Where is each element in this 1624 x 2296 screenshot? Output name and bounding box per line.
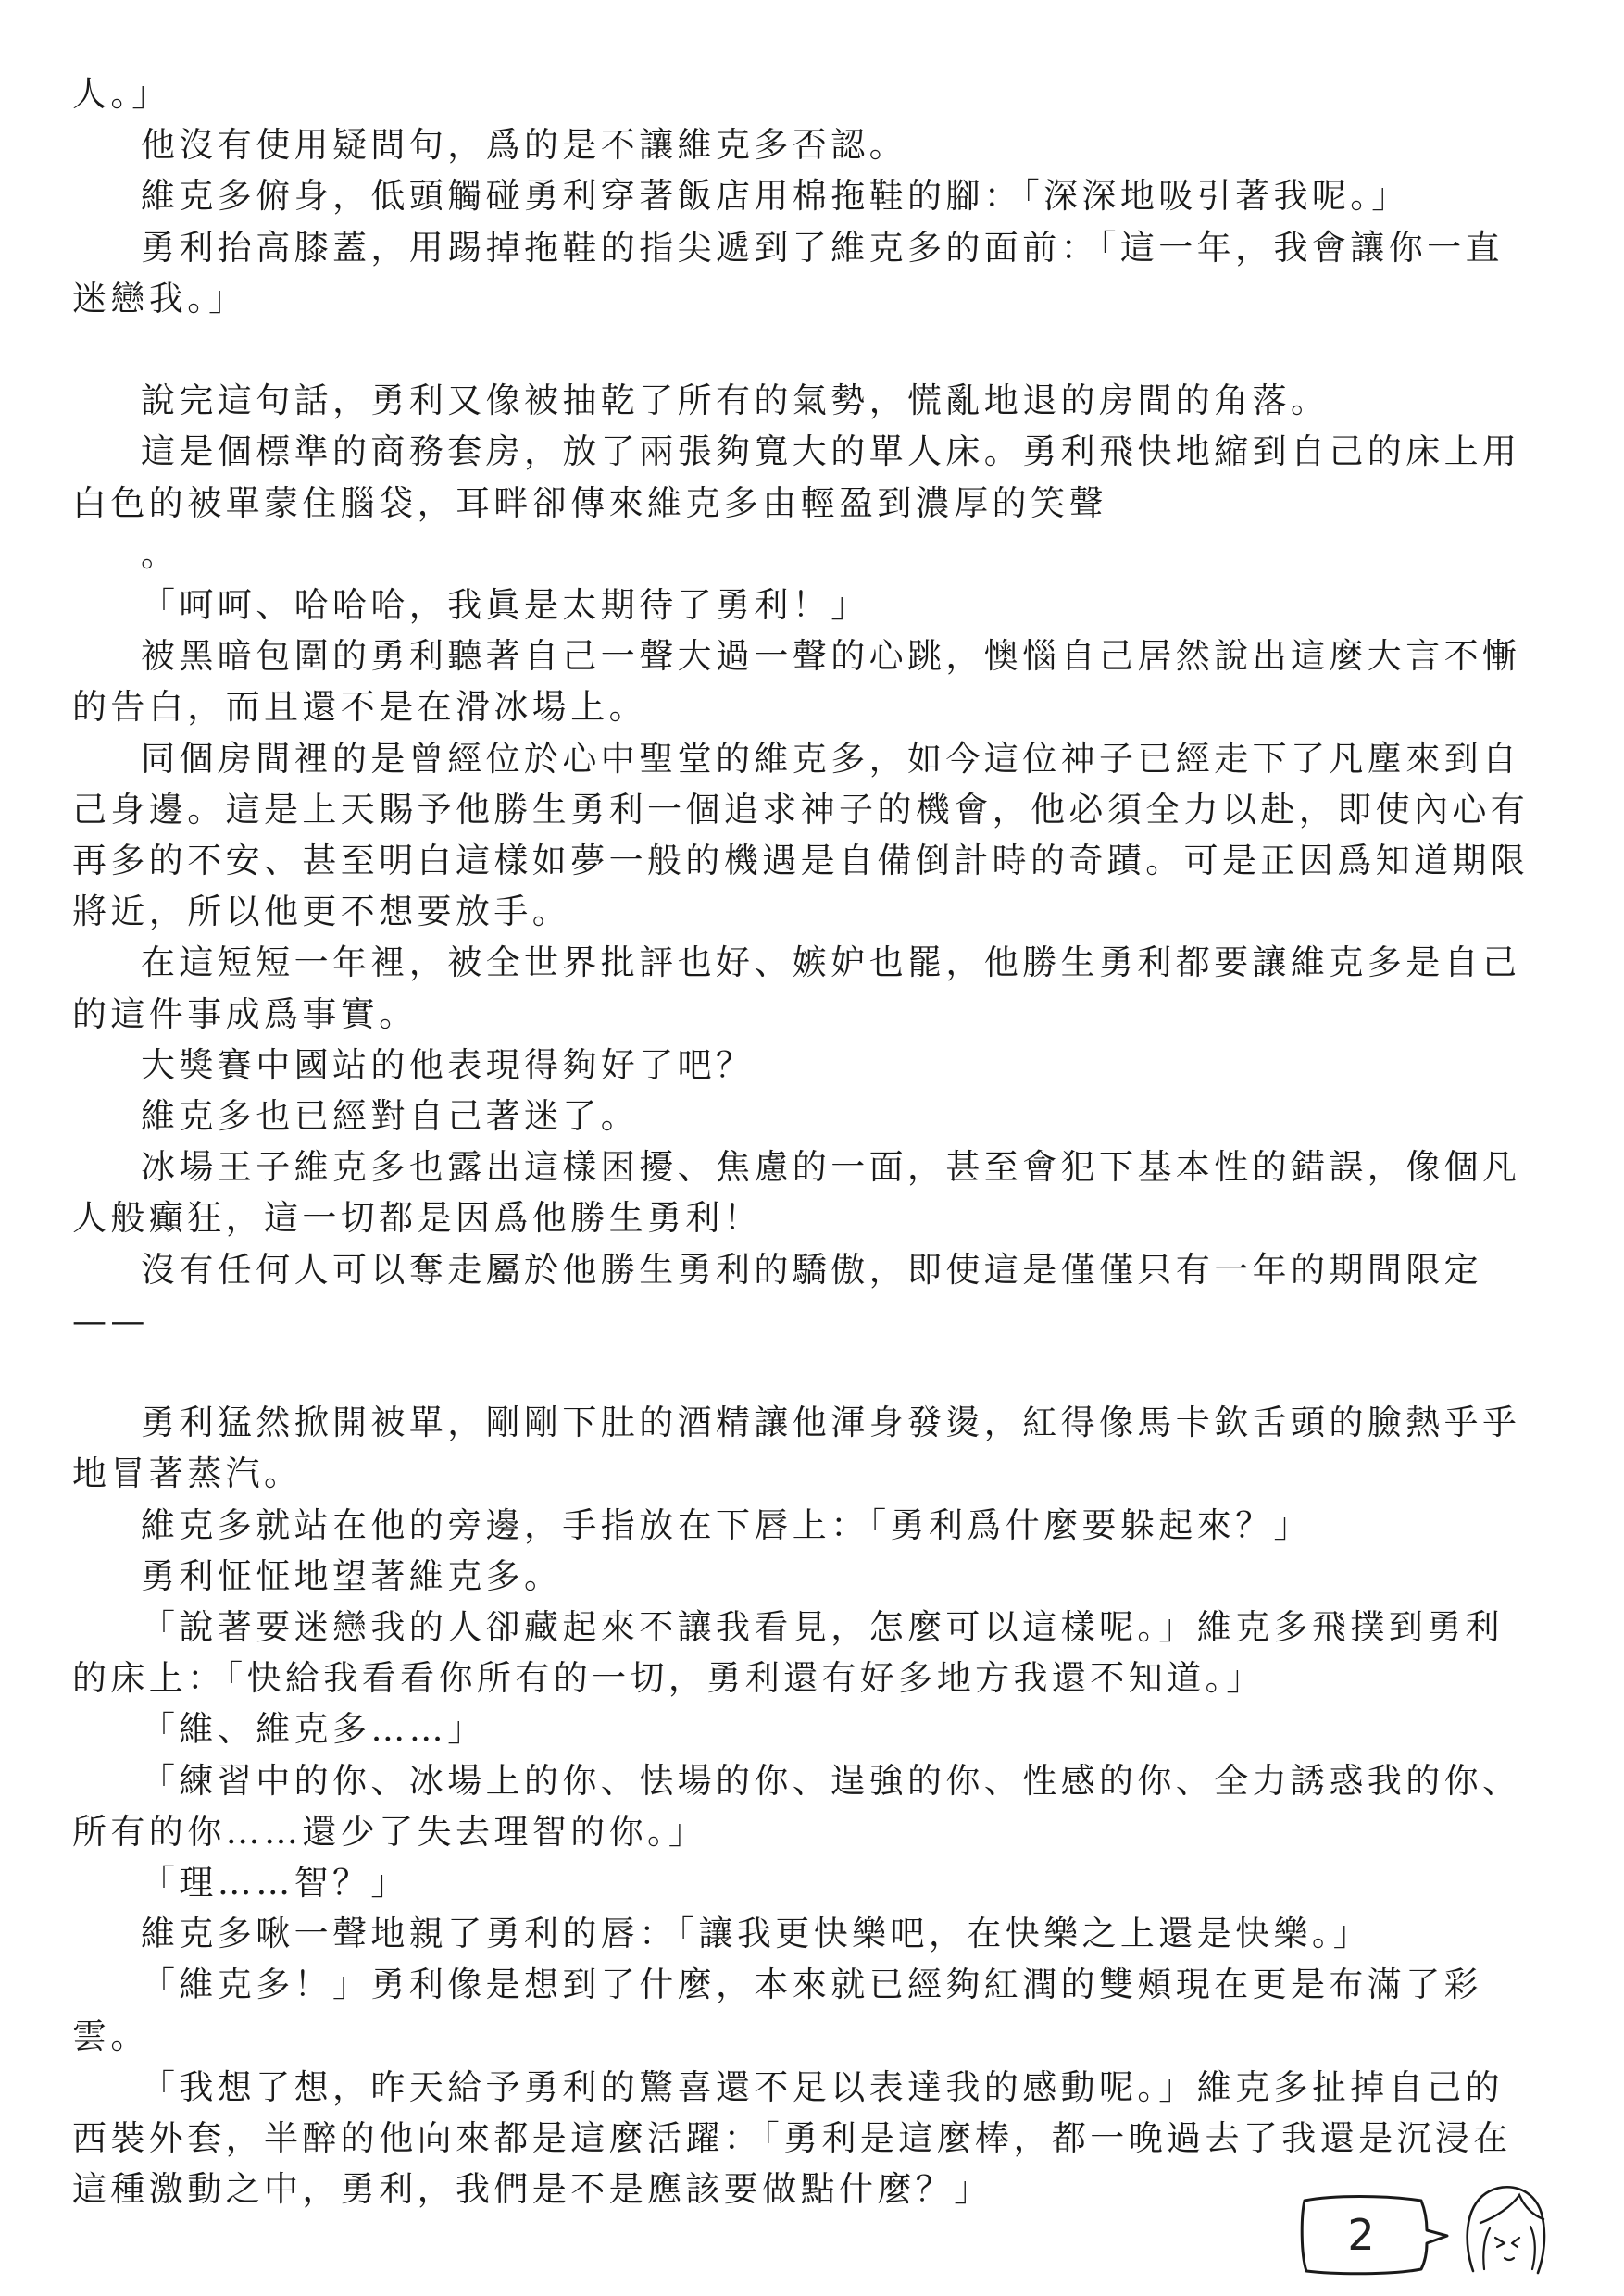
blank-line [72,324,1535,375]
blank-line [72,1346,1535,1397]
paragraph: 勇利抬高膝蓋，用踢掉拖鞋的指尖遞到了維克多的面前：「這一年，我會讓你一直迷戀我。」 [72,227,1504,318]
paragraph: 在這短短一年裡，被全世界批評也好、嫉妒也罷，他勝生勇利都要讓維克多是自己的這件事成爲事實。 [72,942,1521,1034]
paragraph: 沒有任何人可以奪走屬於他勝生勇利的驕傲，即使這是僅僅只有一年的期間限定—— [72,1249,1482,1341]
paragraph: 被黑暗包圍的勇利聽著自己一聲大過一聲的心跳，懊惱自己居然說出這麼大言不慚的告白，而且還不是在滑冰場上。 [72,636,1521,728]
paragraph: 「我想了想，昨天給予勇利的驚喜還不足以表達我的感動呢。」維克多扯掉自己的西裝外套，半醉的他向來都是這麼活躍：「勇利是這麼棒，都一晚過去了我還是沉浸在這種激動之中，勇利，我們是不是應該要做點什麼？」 [72,2066,1512,2210]
paragraph: 勇利猛然掀開被單，剛剛下肚的酒精讓他渾身發燙，紅得像馬卡欽舌頭的臉熱乎乎地冒著蒸汽。 [72,1403,1521,1494]
body-text [72,69,1535,2215]
page-number-label: 2 [1347,2210,1375,2260]
paragraph: 「說著要迷戀我的人卻藏起來不讓我看見，怎麼可以這樣呢。」維克多飛撲到勇利的床上：「快給我看看你所有的一切，勇利還有好多地方我還不知道。」 [72,1607,1504,1699]
paragraph: 他沒有使用疑問句，爲的是不讓維克多否認。 [141,125,907,166]
paragraph: 「練習中的你、冰場上的你、怯場的你、逞強的你、性感的你、全力誘惑我的你、所有的你……還少了失去理智的你。」 [72,1760,1521,1852]
paragraph: 這是個標準的商務套房，放了兩張夠寬大的單人床。勇利飛快地縮到自己的床上用白色的被單蒙住腦袋，耳畔卻傳來維克多由輕盈到濃厚的笑聲 [72,431,1521,523]
paragraph: 「維、維克多……」 [141,1709,486,1750]
paragraph: 勇利怔怔地望著維克多。 [141,1555,563,1596]
paragraph: 說完這句話，勇利又像被抽乾了所有的氣勢，慌亂地退的房間的角落。 [141,381,1330,421]
paragraph: 人。」 [72,74,170,114]
paragraph: 維克多也已經對自己著迷了。 [141,1096,640,1137]
paragraph: 。 [141,533,180,574]
paragraph: 冰場王子維克多也露出這樣困擾、焦慮的一面，甚至會犯下基本性的錯誤，像個凡人般癲狂，這一切都是因爲他勝生勇利！ [72,1147,1521,1239]
paragraph: 「維克多！」勇利像是想到了什麼，本來就已經夠紅潤的雙頰現在更是布滿了彩雲。 [72,1965,1482,2056]
paragraph: 「呵呵、哈哈哈，我眞是太期待了勇利！」 [141,585,869,626]
paragraph: 大獎賽中國站的他表現得夠好了吧？ [141,1044,755,1085]
paragraph: 維克多俯身，低頭觸碰勇利穿著飯店用棉拖鞋的腳：「深深地吸引著我呢。」 [141,176,1410,217]
page-footer [1292,2180,1551,2282]
paragraph: 同個房間裡的是曾經位於心中聖堂的維克多，如今這位神子已經走下了凡塵來到自己身邊。這是上天賜予他勝生勇利一個追求神子的機會，他必須全力以赴，即使內心有再多的不安、甚至明白這樣如夢一般的機遇是自備倒計時的奇蹟。可是正因爲知道期限將近，所以他更不想要放手。 [72,738,1530,932]
paragraph: 維克多啾一聲地親了勇利的唇：「讓我更快樂吧，在快樂之上還是快樂。」 [141,1914,1372,1954]
paragraph: 「理……智？」 [141,1863,409,1903]
page-number [1292,2180,1430,2282]
paragraph: 維克多就站在他的旁邊，手指放在下唇上：「勇利爲什麼要躲起來？」 [141,1504,1312,1545]
